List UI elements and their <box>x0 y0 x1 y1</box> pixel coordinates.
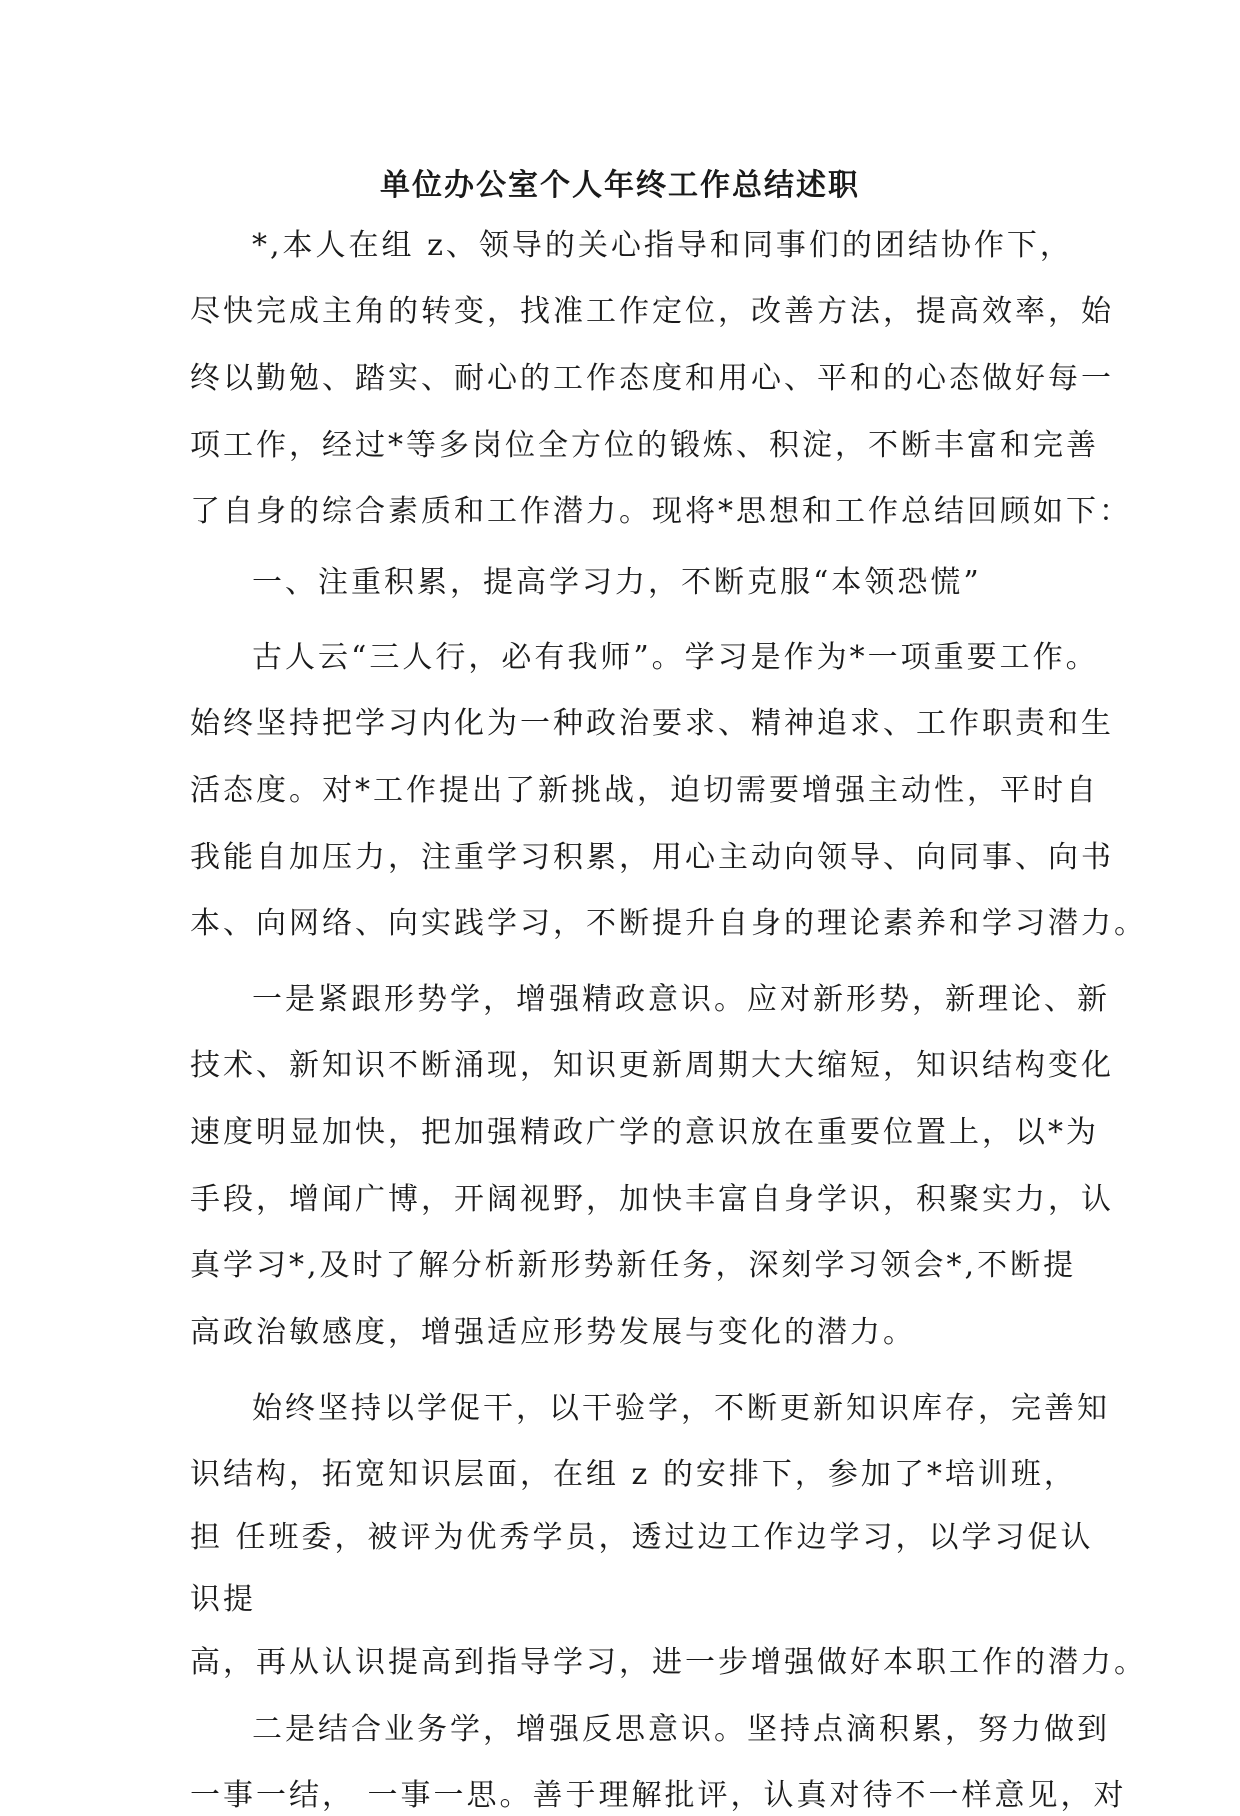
paragraph-line: 古人云“三人行，必有我师”。学习是作为*一项重要工作。 <box>252 640 1099 675</box>
paragraph-line: 终以勤勉、踏实、耐心的工作态度和用心、平和的心态做好每一 <box>190 361 1114 396</box>
paragraph-line: 项工作，经过*等多岗位全方位的锻炼、积淀，不断丰富和完善 <box>190 428 1099 463</box>
paragraph-line: 一事一结， 一事一思。善于理解批评，认真对待不一样意见，对 <box>190 1778 1127 1813</box>
paragraph-line: 尽快完成主角的转变，找准工作定位，改善方法，提高效率，始 <box>190 294 1114 329</box>
section-heading: 一、注重积累，提高学习力，不断克服“本领恐慌” <box>252 565 982 600</box>
document-title: 单位办公室个人年终工作总结述职 <box>380 168 860 203</box>
paragraph-line: 手段，增闻广博，开阔视野，加快丰富自身学识，积聚实力，认 <box>190 1182 1114 1217</box>
paragraph-line: 活态度。对*工作提出了新挑战，迫切需要增强主动性，平时自 <box>190 773 1099 808</box>
paragraph-line: 始终坚持把学习内化为一种政治要求、精神追求、工作职责和生 <box>190 706 1114 741</box>
paragraph-line: 本、向网络、向实践学习，不断提升自身的理论素养和学习潜力。 <box>190 906 1147 941</box>
paragraph-line: 技术、新知识不断涌现，知识更新周期大大缩短，知识结构变化 <box>190 1048 1114 1083</box>
paragraph-line: 速度明显加快，把加强精政广学的意识放在重要位置上，以*为 <box>190 1115 1099 1150</box>
paragraph-line: 识提 <box>190 1582 256 1617</box>
paragraph-line: 了自身的综合素质和工作潜力。现将*思想和工作总结回顾如下： <box>190 494 1132 529</box>
paragraph-line: 真学习*,及时了解分析新形势新任务，深刻学习领会*,不断提 <box>190 1248 1077 1283</box>
paragraph-line: 识结构，拓宽知识层面，在组 z 的安排下，参加了*培训班， <box>190 1457 1077 1492</box>
paragraph-line: *,本人在组 z、领导的关心指导和同事们的团结协作下， <box>252 228 1073 263</box>
paragraph-line: 高，再从认识提高到指导学习，进一步增强做好本职工作的潜力。 <box>190 1645 1147 1680</box>
paragraph-line: 高政治敏感度，增强适应形势发展与变化的潜力。 <box>190 1315 916 1350</box>
paragraph-line: 始终坚持以学促干，以干验学，不断更新知识库存，完善知 <box>252 1391 1110 1426</box>
paragraph-line: 一是紧跟形势学，增强精政意识。应对新形势，新理论、新 <box>252 982 1110 1017</box>
paragraph-line: 二是结合业务学，增强反思意识。坚持点滴积累，努力做到 <box>252 1712 1110 1747</box>
paragraph-line: 我能自加压力，注重学习积累，用心主动向领导、向同事、向书 <box>190 840 1114 875</box>
paragraph-line: 担 任班委，被评为优秀学员，透过边工作边学习，以学习促认 <box>190 1520 1094 1555</box>
